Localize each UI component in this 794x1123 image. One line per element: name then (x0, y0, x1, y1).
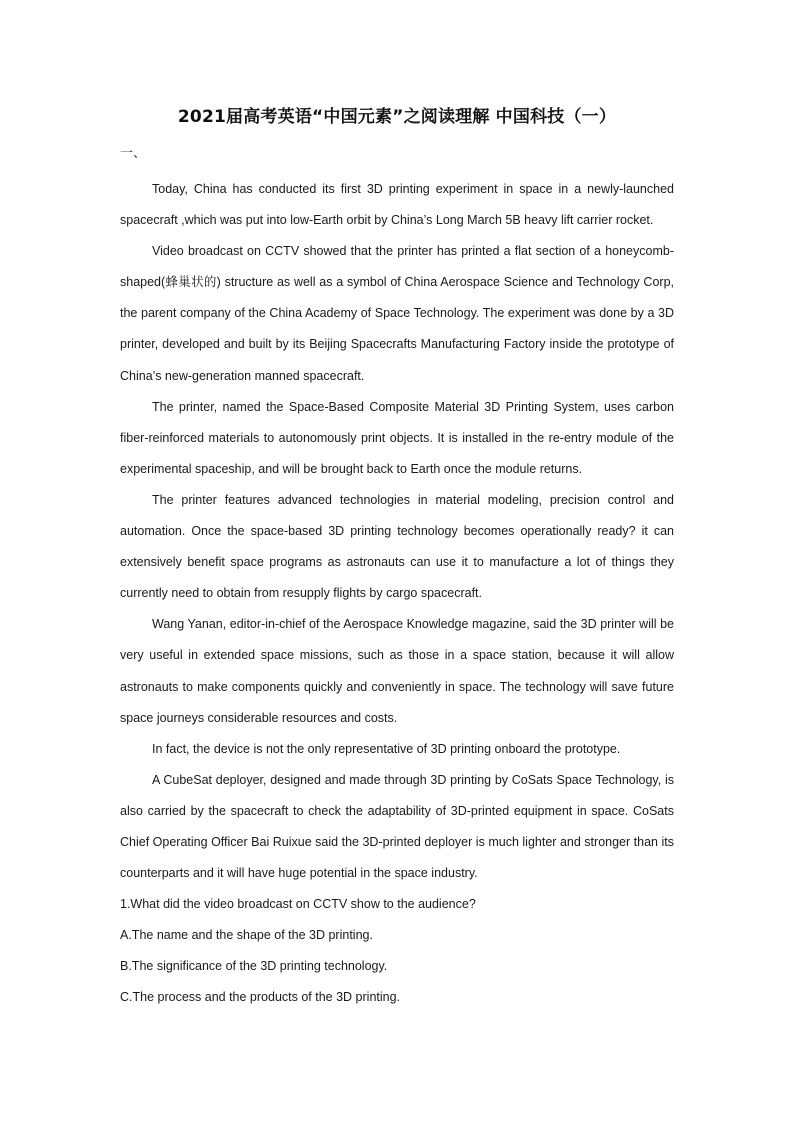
paragraph-5: Wang Yanan, editor-in-chief of the Aerospace Knowledge magazine, said the 3D printer will be very useful in extended space missions, such as those in a space station, because it will allow astronauts to make components quickly and conveniently in space. The technology will save future space journeys considerable resources and costs. (120, 617, 674, 725)
option-a: A.The name and the shape of the 3D printing. (120, 928, 373, 943)
question-stem: 1.What did the video broadcast on CCTV show to the audience? (120, 897, 476, 912)
paragraph-3: The printer, named the Space-Based Composite Material 3D Printing System, uses carbon fiber-reinforced materials to autonomously print objects. It is installed in the re-entry module of the experimental spaceship, and will be brought back to Earth once the module returns. (120, 399, 674, 476)
paragraph-7: A CubeSat deployer, designed and made through 3D printing by CoSats Space Technology, is also carried by the spacecraft to check the adaptability of 3D-printed equipment in space. CoSats Chief Operating Officer Bai Ruixue said the 3D-printed deployer is much lighter and stronger than its counterparts and it will have huge potential in the space industry. (120, 772, 674, 881)
paragraph-4: The printer features advanced technologies in material modeling, precision control and automation. Once the space-based 3D printing technology becomes operationally ready? it can extensively benefit space programs as astronauts can use it to manufacture a lot of things they currently need to obtain from resupply flights by cargo spacecraft. (120, 492, 674, 601)
option-c: C.The process and the products of the 3D printing. (120, 990, 401, 1005)
paragraph-6: In fact, the device is not the only representative of 3D printing onboard the prototype. (152, 741, 621, 756)
document-title: 2021届高考英语“中国元素”之阅读理解 中国科技（一） (177, 107, 617, 127)
paragraph-2: Video broadcast on CCTV showed that the printer has printed a flat section of a honeycomb-shaped(蜂巢状的) structure as well as a symbol of China Aerospace Science and Technology Corp, the parent company of the China Academy of Space Technology. The experiment was done by a 3D printer, developed and built by its Beijing Spacecrafts Manufacturing Factory inside the prototype of China’s new-generation manned spacecraft. (120, 244, 674, 383)
option-b: B.The significance of the 3D printing technology. (120, 959, 388, 974)
section-number: 一、 (120, 146, 147, 161)
passage-body (120, 174, 674, 1014)
paragraph-1: Today, China has conducted its first 3D printing experiment in space in a newly-launched spacecraft ,which was put into low-Earth orbit by China’s Long March 5B heavy lift carrier rocket. (120, 182, 674, 228)
